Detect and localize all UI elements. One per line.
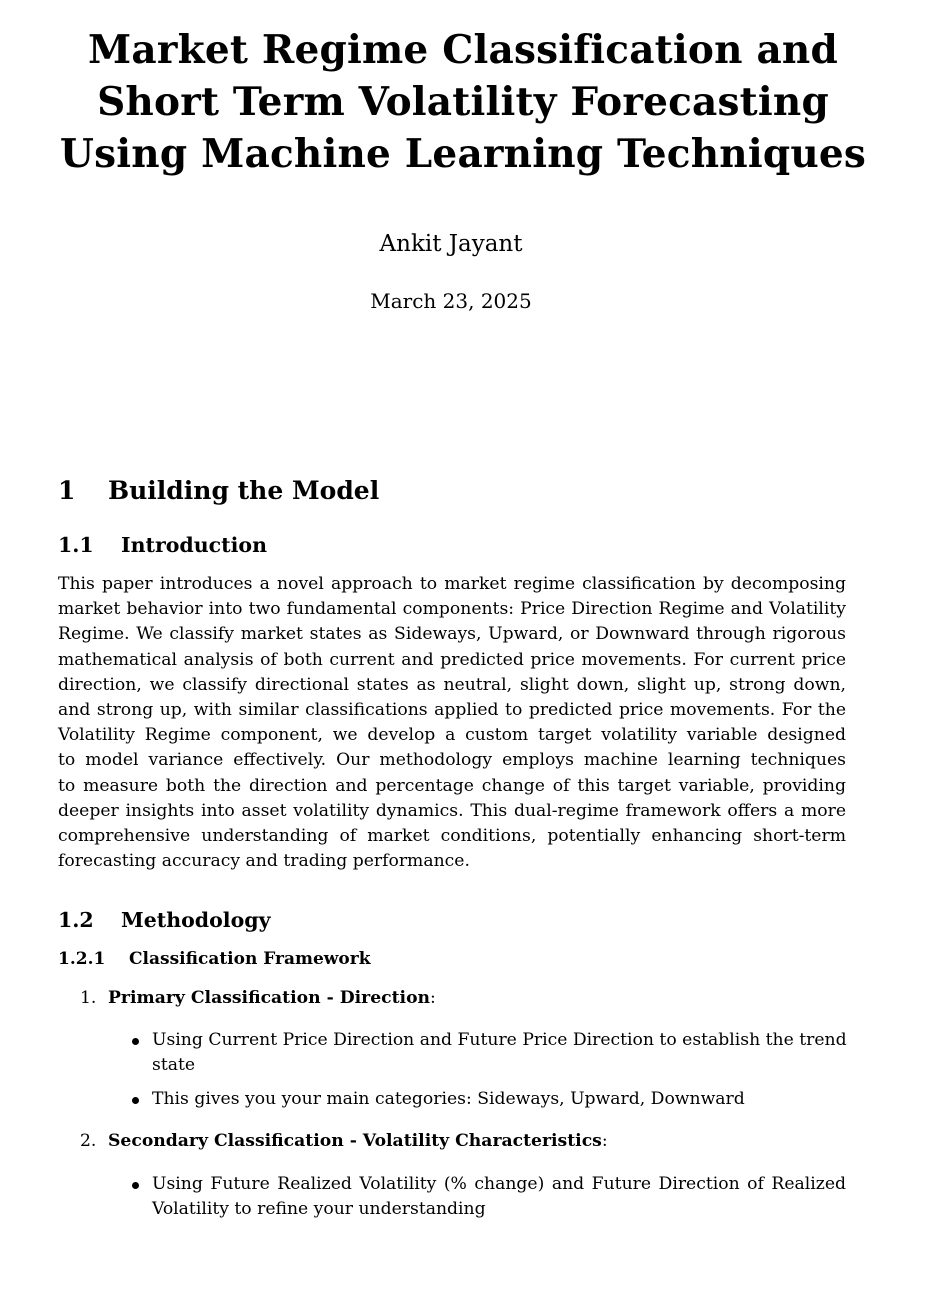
paragraph-line: deeper insights into asset volatility dynamics. This dual-regime framework offers a more bbox=[58, 800, 846, 821]
paper-title bbox=[40, 24, 886, 180]
publication-date: March 23, 2025 bbox=[370, 289, 532, 313]
section-number: 1 bbox=[58, 476, 76, 505]
paragraph-line: Regime. We classify market states as Sideways, Upward, or Downward through rigorous bbox=[58, 624, 846, 645]
enum-label: 2. bbox=[80, 1131, 97, 1151]
bullet-dot-icon bbox=[132, 1182, 139, 1189]
subsection-title: Introduction bbox=[121, 533, 267, 557]
subsection-number: 1.1 bbox=[58, 533, 94, 557]
subsection-title: Methodology bbox=[121, 908, 271, 932]
bullet-text bbox=[152, 1028, 846, 1078]
enum-title: Primary Classification - Direction bbox=[108, 988, 431, 1008]
subsubsection-number: 1.2.1 bbox=[58, 949, 106, 969]
bullet-line: Volatility to refine your understanding bbox=[152, 1199, 486, 1219]
subsubsection-heading-classification-framework bbox=[58, 946, 371, 972]
bullet-dot-icon bbox=[132, 1097, 139, 1104]
introduction-paragraph bbox=[58, 572, 846, 874]
subsection-heading-introduction bbox=[58, 530, 267, 560]
paragraph-line: forecasting accuracy and trading performance. bbox=[58, 851, 470, 872]
paragraph-line: to measure both the direction and percentage change of this target variable, providing bbox=[58, 775, 846, 796]
title-line: Short Term Volatility Forecasting bbox=[97, 79, 829, 125]
enum-label: 1. bbox=[80, 988, 97, 1008]
section-heading-building-the-model bbox=[58, 474, 379, 508]
paragraph-line: to model variance effectively. Our methodology employs machine learning techniques bbox=[58, 750, 846, 771]
bullet-text bbox=[152, 1087, 846, 1112]
subsection-number: 1.2 bbox=[58, 908, 94, 932]
paragraph-line: Volatility Regime component, we develop a custom target volatility variable designed bbox=[58, 725, 846, 746]
enum-title: Secondary Classification - Volatility Characteristics bbox=[108, 1131, 602, 1151]
subsubsection-title: Classification Framework bbox=[129, 949, 371, 969]
title-line: Using Machine Learning Techniques bbox=[59, 131, 867, 177]
bullet-line: This gives you your main categories: Sideways, Upward, Downward bbox=[152, 1089, 745, 1109]
subsection-heading-methodology bbox=[58, 905, 271, 935]
paragraph-line: mathematical analysis of both current and predicted price movements. For current price bbox=[58, 649, 846, 670]
enum-text bbox=[108, 1129, 608, 1154]
bullet-dot-icon bbox=[132, 1038, 139, 1045]
paragraph-line: and strong up, with similar classifications applied to predicted price movements. For the bbox=[58, 699, 846, 720]
paragraph-line: This paper introduces a novel approach to market regime classification by decomposing bbox=[58, 574, 846, 594]
paragraph-line: direction, we classify directional states as neutral, slight down, slight up, strong down, bbox=[58, 674, 846, 695]
section-title: Building the Model bbox=[108, 476, 380, 505]
bullet-text bbox=[152, 1172, 846, 1222]
paragraph-line: comprehensive understanding of market conditions, potentially enhancing short-term bbox=[58, 825, 846, 846]
enum-text bbox=[108, 986, 436, 1011]
enum-suffix: : bbox=[601, 1131, 608, 1151]
bullet-line: Using Current Price Direction and Future Price Direction to establish the trend bbox=[152, 1030, 847, 1050]
enum-suffix: : bbox=[430, 988, 436, 1008]
title-line: Market Regime Classification and bbox=[88, 27, 838, 73]
bullet-line: state bbox=[152, 1055, 196, 1075]
bullet-line: Using Future Realized Volatility (% change) and Future Direction of Realized bbox=[152, 1174, 846, 1194]
paragraph-line: market behavior into two fundamental components: Price Direction Regime and Volatility bbox=[58, 599, 846, 620]
author-name: Ankit Jayant bbox=[379, 231, 523, 257]
